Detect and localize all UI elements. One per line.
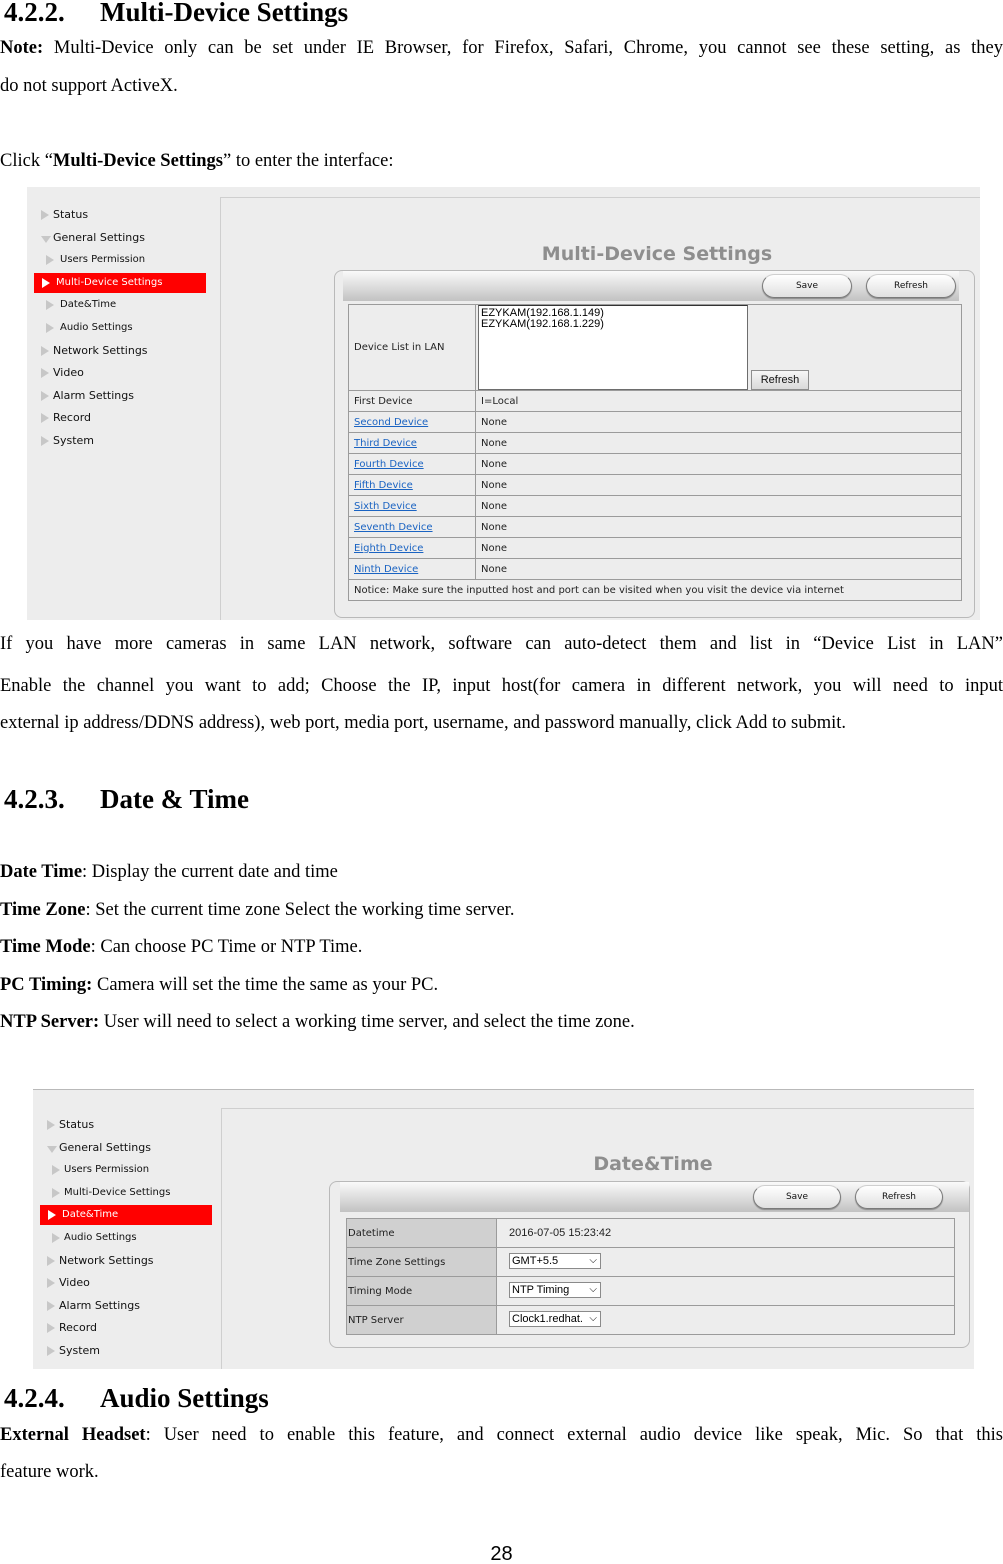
timezone-select[interactable] xyxy=(509,1253,601,1269)
device-value: None xyxy=(476,412,962,433)
definition-text: Camera will set the time the same as your PC. xyxy=(92,974,439,995)
table-row xyxy=(347,1277,955,1306)
sidebar-item-label: Audio Settings xyxy=(60,322,133,333)
sidebar-item-label: Alarm Settings xyxy=(59,1298,140,1312)
table-row xyxy=(349,454,962,475)
datetime-value: 2016-07-05 15:23:42 xyxy=(497,1219,955,1248)
triangle-right-icon xyxy=(47,1301,55,1311)
sidebar-item-video[interactable] xyxy=(33,1273,205,1293)
device-link[interactable]: Sixth Device xyxy=(354,500,417,512)
device-name-cell xyxy=(349,517,476,538)
click-prefix: Click “ xyxy=(0,151,53,171)
table-row xyxy=(349,580,962,601)
device-value: None xyxy=(476,517,962,538)
sidebar-item-general-settings[interactable] xyxy=(27,228,199,248)
triangle-right-icon xyxy=(41,346,49,356)
device-value: I=Local xyxy=(476,391,962,412)
toolbar xyxy=(340,1182,969,1212)
triangle-right-icon xyxy=(46,255,54,265)
chevron-down-icon: ⌵ xyxy=(589,1254,597,1266)
click-instruction xyxy=(0,151,394,171)
note-text: Multi-Device only can be set under IE Browser, for Firefox, Safari, Chrome, you cannot see these setting, as they xyxy=(43,38,1003,58)
definition-text: User will need to select a working time server, and select the time zone. xyxy=(99,1012,635,1032)
ntp-server-label: NTP Server xyxy=(347,1306,497,1335)
sidebar-item-audio-settings[interactable] xyxy=(27,318,199,338)
device-label: First Device xyxy=(354,395,413,407)
sidebar-item-alarm-settings[interactable] xyxy=(33,1296,205,1316)
device-name-cell xyxy=(349,559,476,580)
device-value: None xyxy=(476,538,962,559)
sidebar-item-label: System xyxy=(59,1344,101,1357)
sidebar-item-label: Status xyxy=(59,1118,95,1131)
triangle-down-icon xyxy=(41,236,51,243)
notice-text: Notice: Make sure the inputted host and port can be visited when you visit the device via internet xyxy=(349,580,962,601)
triangle-right-icon xyxy=(52,1165,60,1175)
sidebar-item-label: Date&Time xyxy=(62,1209,119,1221)
sidebar-item-alarm-settings[interactable] xyxy=(27,386,199,406)
device-list-box[interactable] xyxy=(478,305,748,390)
table-row xyxy=(347,1306,955,1335)
sidebar-item-label: Record xyxy=(53,411,92,425)
paragraph-line: Enable the channel you want to add; Choose the IP, input host(for camera in different network, you will need to input xyxy=(0,676,1003,696)
timing-mode-select[interactable] xyxy=(509,1282,601,1298)
date-time-table xyxy=(346,1218,955,1335)
device-link[interactable]: Eighth Device xyxy=(354,542,424,554)
definition-line xyxy=(0,862,338,882)
device-list-cell xyxy=(476,305,962,391)
definition-line xyxy=(0,900,514,920)
select-value: GMT+5.5 xyxy=(512,1254,559,1267)
sidebar-item-audio-settings[interactable] xyxy=(33,1228,205,1248)
device-table xyxy=(348,304,962,601)
triangle-right-icon xyxy=(41,210,49,220)
device-name-cell xyxy=(349,433,476,454)
heading-number: 4.2.3. xyxy=(4,784,65,814)
sidebar-item-network-settings[interactable] xyxy=(33,1251,205,1271)
sidebar-item-label: Video xyxy=(59,1276,90,1290)
sidebar-item-users-permission[interactable] xyxy=(33,1160,205,1180)
triangle-down-icon xyxy=(47,1146,57,1153)
sidebar-item-date-time[interactable] xyxy=(40,1205,212,1225)
triangle-right-icon xyxy=(52,1188,60,1198)
triangle-right-icon xyxy=(46,323,54,333)
definition-line xyxy=(0,1012,635,1032)
definition-term: PC Timing: xyxy=(0,974,93,995)
device-link[interactable]: Fifth Device xyxy=(354,479,413,491)
click-suffix: ” to enter the interface: xyxy=(222,151,394,171)
device-link[interactable]: Ninth Device xyxy=(354,563,419,575)
timezone-cell xyxy=(497,1248,955,1277)
sidebar-item-label: System xyxy=(53,434,95,447)
sidebar-item-date-time[interactable] xyxy=(27,295,199,315)
panel-title: Date&Time xyxy=(593,1153,713,1175)
datetime-label: Datetime xyxy=(347,1219,497,1248)
sidebar-item-status[interactable] xyxy=(33,1115,205,1135)
list-item[interactable]: EZYKAM(192.168.1.229) xyxy=(481,318,604,330)
sidebar-item-label: Multi-Device Settings xyxy=(56,276,163,288)
table-row xyxy=(349,305,962,391)
triangle-right-icon xyxy=(41,436,49,446)
device-value: None xyxy=(476,433,962,454)
timezone-label: Time Zone Settings xyxy=(347,1248,497,1277)
triangle-right-icon xyxy=(47,1278,55,1288)
sidebar-item-record[interactable] xyxy=(33,1318,205,1338)
sidebar-item-label: Network Settings xyxy=(59,1253,154,1267)
table-row xyxy=(347,1248,955,1277)
section-heading-audio xyxy=(4,1383,269,1413)
screenshot-multi-device-settings xyxy=(27,187,980,620)
sidebar-item-users-permission[interactable] xyxy=(27,250,199,270)
device-name-cell xyxy=(349,475,476,496)
paragraph-line: external ip address/DDNS address), web port, media port, username, and password manually, click Add to submit. xyxy=(0,713,847,733)
device-value: None xyxy=(476,475,962,496)
heading-title: Multi-Device Settings xyxy=(100,0,349,27)
refresh-button[interactable]: Refresh xyxy=(855,1185,943,1209)
device-link[interactable]: Fourth Device xyxy=(354,458,424,470)
device-name-cell xyxy=(349,454,476,475)
triangle-right-icon xyxy=(47,1323,55,1333)
table-row xyxy=(347,1219,955,1248)
audio-text: : User need to enable this feature, and connect external audio device like speak, Mic. So that this xyxy=(145,1425,1003,1445)
sidebar-item-label: General Settings xyxy=(59,1140,151,1154)
screenshot-date-time xyxy=(33,1089,974,1369)
device-name-cell xyxy=(349,496,476,517)
heading-number: 4.2.2. xyxy=(4,0,65,27)
triangle-right-icon xyxy=(41,413,49,423)
sidebar-item-label: Users Permission xyxy=(60,254,146,266)
table-row xyxy=(349,559,962,580)
external-headset-label: External Headset xyxy=(0,1425,146,1445)
sidebar-item-multi-device-settings[interactable] xyxy=(33,1183,205,1203)
note-paragraph-line2: do not support ActiveX. xyxy=(0,76,178,96)
triangle-right-icon xyxy=(47,1120,55,1130)
definition-line xyxy=(0,975,438,995)
sidebar-item-system[interactable] xyxy=(27,431,199,451)
note-label: Note: xyxy=(0,38,44,58)
audio-paragraph-line2: feature work. xyxy=(0,1462,99,1482)
note-paragraph-line1 xyxy=(0,38,1003,58)
chevron-down-icon: ⌵ xyxy=(589,1312,597,1324)
triangle-right-icon xyxy=(52,1233,60,1243)
device-link[interactable]: Third Device xyxy=(354,437,417,449)
chevron-down-icon: ⌵ xyxy=(589,1283,597,1295)
sidebar-item-general-settings[interactable] xyxy=(33,1138,205,1158)
triangle-right-icon xyxy=(42,278,50,288)
device-name-cell xyxy=(349,391,476,412)
click-bold: Multi-Device Settings xyxy=(52,151,223,171)
sidebar-item-network-settings[interactable] xyxy=(27,341,199,361)
section-heading-date-time xyxy=(4,784,249,814)
triangle-right-icon xyxy=(41,368,49,378)
device-name-cell xyxy=(349,538,476,559)
sidebar-item-video[interactable] xyxy=(27,363,199,383)
sidebar-item-label: Date&Time xyxy=(60,299,117,311)
table-row xyxy=(349,475,962,496)
heading-title: Date & Time xyxy=(100,784,249,814)
table-row xyxy=(349,412,962,433)
heading-title: Audio Settings xyxy=(100,1383,269,1413)
triangle-right-icon xyxy=(47,1346,55,1356)
definition-line xyxy=(0,937,362,957)
table-row xyxy=(349,391,962,412)
save-button[interactable]: Save xyxy=(762,274,852,298)
sidebar-item-status[interactable] xyxy=(27,205,199,225)
ntp-server-cell xyxy=(497,1306,955,1335)
paragraph-line: If you have more cameras in same LAN network, software can auto-detect them and list in “Device List in LAN” xyxy=(0,634,1003,654)
definition-term: Date Time xyxy=(0,862,83,882)
definition-term: Time Mode xyxy=(0,937,91,957)
definition-term: Time Zone xyxy=(0,899,86,920)
sidebar-item-multi-device-settings[interactable] xyxy=(34,273,206,293)
table-row xyxy=(349,517,962,538)
section-heading-multi-device xyxy=(4,0,348,27)
definition-text: : Set the current time zone Select the working time server. xyxy=(85,899,515,920)
page-number: 28 xyxy=(490,1543,513,1564)
definition-term: NTP Server: xyxy=(0,1012,100,1032)
sidebar-item-label: Status xyxy=(53,208,89,221)
triangle-right-icon xyxy=(46,300,54,310)
toolbar xyxy=(343,271,959,301)
definition-text: : Display the current date and time xyxy=(82,862,338,882)
ntp-server-select[interactable] xyxy=(509,1311,601,1327)
timing-mode-label: Timing Mode xyxy=(347,1277,497,1306)
table-row xyxy=(349,538,962,559)
heading-number: 4.2.4. xyxy=(4,1383,65,1413)
select-value: NTP Timing xyxy=(512,1283,570,1296)
sidebar-item-label: Alarm Settings xyxy=(53,388,134,402)
select-value: Clock1.redhat. xyxy=(512,1312,583,1325)
list-refresh-button[interactable]: Refresh xyxy=(751,370,809,390)
save-button[interactable]: Save xyxy=(753,1185,841,1209)
sidebar-item-label: Users Permission xyxy=(64,1164,150,1176)
refresh-button[interactable]: Refresh xyxy=(866,274,956,298)
device-value: None xyxy=(476,496,962,517)
sidebar-item-label: Network Settings xyxy=(53,343,148,357)
timing-mode-cell xyxy=(497,1277,955,1306)
device-name-cell xyxy=(349,412,476,433)
sidebar-item-label: Video xyxy=(53,366,84,380)
device-list-label: Device List in LAN xyxy=(349,305,476,391)
device-link[interactable]: Seventh Device xyxy=(354,521,433,533)
triangle-right-icon xyxy=(48,1210,56,1220)
device-link[interactable]: Second Device xyxy=(354,416,429,428)
sidebar-item-label: Audio Settings xyxy=(64,1232,137,1243)
table-row xyxy=(349,433,962,454)
device-value: None xyxy=(476,559,962,580)
sidebar-item-system[interactable] xyxy=(33,1341,205,1361)
device-value: None xyxy=(476,454,962,475)
table-row xyxy=(349,496,962,517)
audio-paragraph-line1 xyxy=(0,1425,1003,1445)
triangle-right-icon xyxy=(47,1256,55,1266)
definition-text: : Can choose PC Time or NTP Time. xyxy=(90,937,363,957)
panel-title: Multi-Device Settings xyxy=(541,243,773,265)
sidebar-item-record[interactable] xyxy=(27,408,199,428)
sidebar-item-label: General Settings xyxy=(53,230,145,244)
sidebar-item-label: Record xyxy=(59,1321,98,1335)
triangle-right-icon xyxy=(41,391,49,401)
list-item[interactable]: EZYKAM(192.168.1.149) xyxy=(481,307,604,319)
sidebar-item-label: Multi-Device Settings xyxy=(64,1186,171,1198)
